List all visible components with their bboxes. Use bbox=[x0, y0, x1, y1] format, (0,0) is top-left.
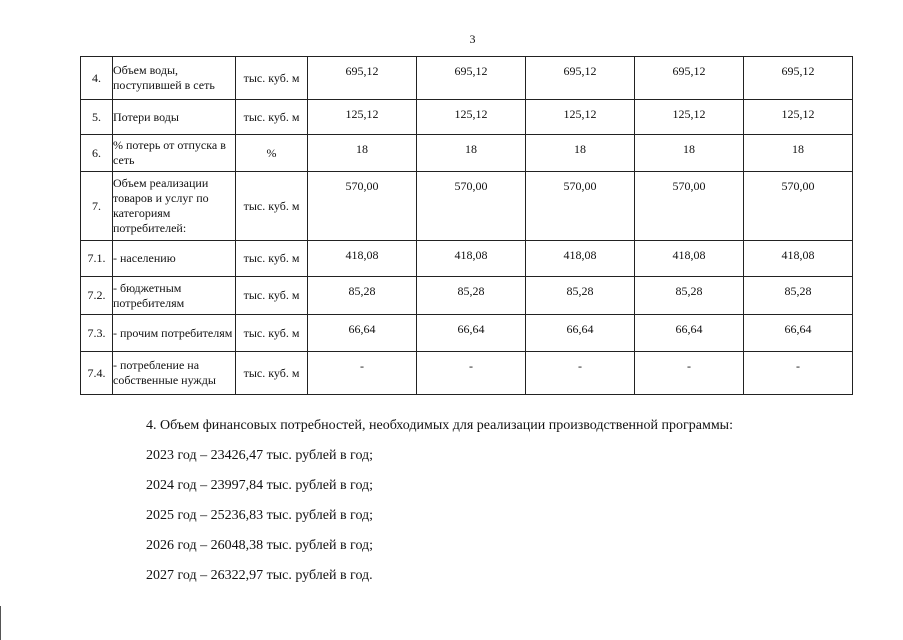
table-row bbox=[81, 100, 853, 135]
row-unit: тыс. куб. м bbox=[236, 277, 308, 315]
value-cell: 570,00 bbox=[308, 172, 417, 241]
row-unit: тыс. куб. м bbox=[236, 57, 308, 100]
value-cell: - bbox=[635, 352, 744, 395]
finance-line: 2027 год – 26322,97 тыс. рублей в год. bbox=[146, 568, 373, 583]
value-cell: 418,08 bbox=[417, 241, 526, 277]
value-cell: 570,00 bbox=[744, 172, 853, 241]
row-name: Потери воды bbox=[113, 100, 236, 135]
finance-section bbox=[146, 418, 733, 598]
row-name: - населению bbox=[113, 241, 236, 277]
table-row bbox=[81, 57, 853, 100]
row-name: - прочим потребителям bbox=[113, 315, 236, 352]
value-cell: 85,28 bbox=[526, 277, 635, 315]
row-number: 4. bbox=[81, 57, 113, 100]
value-cell: - bbox=[744, 352, 853, 395]
value-cell: 18 bbox=[417, 135, 526, 172]
row-number: 7.4. bbox=[81, 352, 113, 395]
table-row bbox=[81, 135, 853, 172]
row-unit: % bbox=[236, 135, 308, 172]
value-cell: 125,12 bbox=[308, 100, 417, 135]
value-cell: 85,28 bbox=[635, 277, 744, 315]
row-name: - бюджетным потребителям bbox=[113, 277, 236, 315]
value-cell: 695,12 bbox=[744, 57, 853, 100]
value-cell: 66,64 bbox=[417, 315, 526, 352]
row-number: 5. bbox=[81, 100, 113, 135]
value-cell: - bbox=[526, 352, 635, 395]
value-cell: - bbox=[417, 352, 526, 395]
row-name: Объем реализации товаров и услуг по категориям потребителей: bbox=[113, 172, 236, 241]
finance-heading: 4. Объем финансовых потребностей, необходимых для реализации производственной программы: bbox=[146, 418, 733, 433]
finance-line: 2025 год – 25236,83 тыс. рублей в год; bbox=[146, 508, 374, 523]
row-number: 7. bbox=[81, 172, 113, 241]
value-cell: 66,64 bbox=[744, 315, 853, 352]
value-cell: 570,00 bbox=[417, 172, 526, 241]
value-cell: 570,00 bbox=[635, 172, 744, 241]
value-cell: 418,08 bbox=[526, 241, 635, 277]
table-row bbox=[81, 241, 853, 277]
value-cell: 418,08 bbox=[308, 241, 417, 277]
value-cell: 695,12 bbox=[635, 57, 744, 100]
row-name: Объем воды, поступившей в сеть bbox=[113, 57, 236, 100]
table-row bbox=[81, 172, 853, 241]
row-unit: тыс. куб. м bbox=[236, 352, 308, 395]
row-name: % потерь от отпуска в сеть bbox=[113, 135, 236, 172]
value-cell: 18 bbox=[526, 135, 635, 172]
value-cell: 66,64 bbox=[635, 315, 744, 352]
value-cell: 418,08 bbox=[635, 241, 744, 277]
value-cell: 85,28 bbox=[744, 277, 853, 315]
value-cell: 18 bbox=[308, 135, 417, 172]
value-cell: 125,12 bbox=[744, 100, 853, 135]
table-row bbox=[81, 315, 853, 352]
value-cell: 66,64 bbox=[308, 315, 417, 352]
row-unit: тыс. куб. м bbox=[236, 172, 308, 241]
value-cell: 418,08 bbox=[744, 241, 853, 277]
value-cell: - bbox=[308, 352, 417, 395]
row-unit: тыс. куб. м bbox=[236, 100, 308, 135]
value-cell: 695,12 bbox=[526, 57, 635, 100]
row-number: 7.1. bbox=[81, 241, 113, 277]
row-unit: тыс. куб. м bbox=[236, 241, 308, 277]
finance-line: 2026 год – 26048,38 тыс. рублей в год; bbox=[146, 538, 374, 553]
value-cell: 66,64 bbox=[526, 315, 635, 352]
water-volume-table bbox=[80, 56, 853, 395]
value-cell: 125,12 bbox=[526, 100, 635, 135]
value-cell: 695,12 bbox=[417, 57, 526, 100]
value-cell: 18 bbox=[744, 135, 853, 172]
value-cell: 85,28 bbox=[308, 277, 417, 315]
row-unit: тыс. куб. м bbox=[236, 315, 308, 352]
finance-line: 2024 год – 23997,84 тыс. рублей в год; bbox=[146, 478, 374, 493]
value-cell: 570,00 bbox=[526, 172, 635, 241]
value-cell: 85,28 bbox=[417, 277, 526, 315]
table-row bbox=[81, 352, 853, 395]
value-cell: 125,12 bbox=[635, 100, 744, 135]
value-cell: 125,12 bbox=[417, 100, 526, 135]
value-cell: 18 bbox=[635, 135, 744, 172]
scan-edge-mark bbox=[0, 606, 1, 640]
value-cell: 695,12 bbox=[308, 57, 417, 100]
row-name: - потребление на собственные нужды bbox=[113, 352, 236, 395]
row-number: 6. bbox=[81, 135, 113, 172]
row-number: 7.2. bbox=[81, 277, 113, 315]
table-row bbox=[81, 277, 853, 315]
page-number: 3 bbox=[469, 32, 476, 46]
row-number: 7.3. bbox=[81, 315, 113, 352]
finance-line: 2023 год – 23426,47 тыс. рублей в год; bbox=[146, 448, 374, 463]
